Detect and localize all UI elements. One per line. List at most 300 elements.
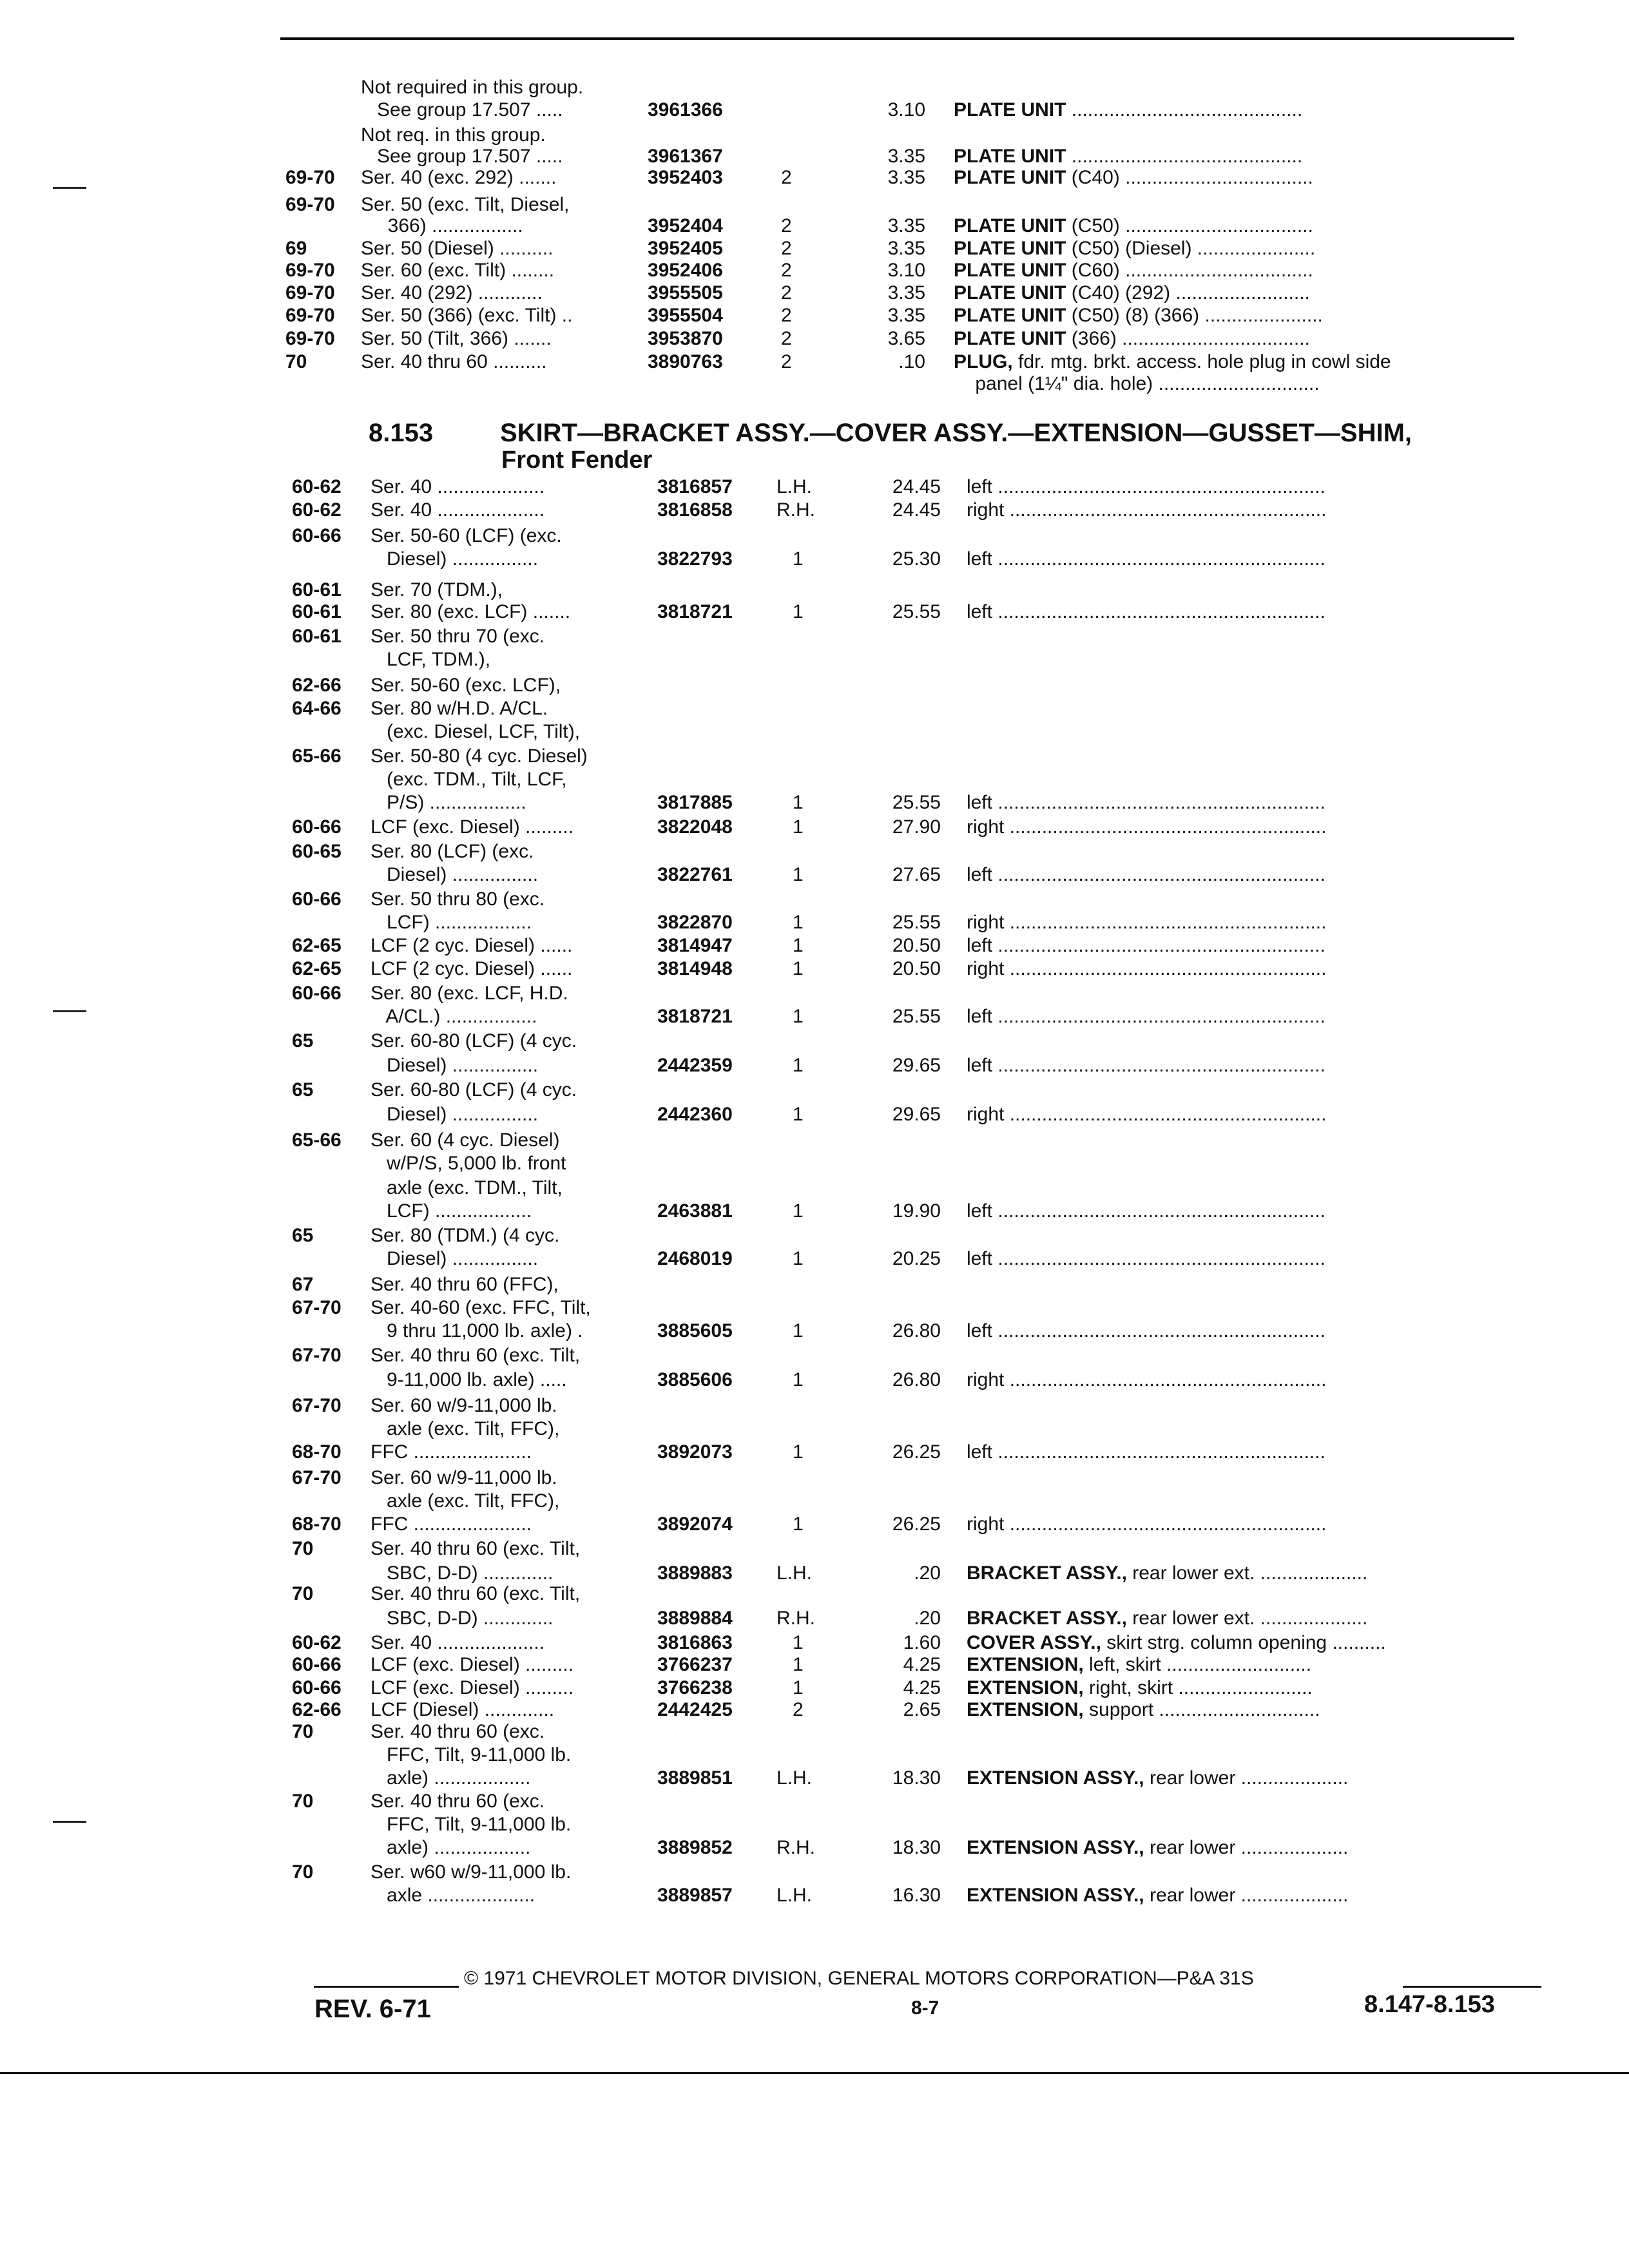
part-number-cell: 3952404 [648,215,723,236]
description-cell: axle (exc. Tilt, FFC), [371,1418,560,1439]
description-cell: Ser. 50-60 (LCF) (exc. [371,525,562,546]
description-cell: Ser. 50-60 (exc. LCF), [371,675,561,696]
part-description-cell: panel (1¼" dia. hole) .............................. [954,373,1320,394]
description-cell: Ser. 60-80 (LCF) (4 cyc. [371,1079,577,1100]
description-cell: Ser. 40 thru 60 (exc. Tilt, [371,1345,581,1366]
description-cell: Ser. 50 thru 80 (exc. [371,889,545,910]
part-number-cell: 3822793 [657,548,733,570]
price-cell: 3.35 [887,167,925,188]
year-cell: 67-70 [292,1345,342,1366]
description-cell: FFC ...................... [371,1441,532,1463]
part-name-cell: PLATE UNIT [954,328,1066,349]
description-cell: LCF, TDM.), [371,649,491,670]
price-cell: 25.30 [892,548,941,570]
part-description-cell: left ............................................................. [967,1441,1325,1463]
part-name-cell: PLATE UNIT [954,215,1066,236]
year-cell: 60-66 [292,1677,342,1698]
part-number-cell: 3892074 [657,1514,733,1535]
year-cell: 60-62 [292,1632,342,1653]
description-cell: FFC ...................... [371,1514,532,1535]
quantity-cell: 1 [793,816,804,838]
quantity-cell: 1 [793,1006,804,1027]
quantity-cell: 1 [793,1441,804,1463]
description-cell: 9 thru 11,000 lb. axle) . [371,1320,583,1341]
part-number-cell: 3889857 [657,1885,733,1906]
quantity-cell: 2 [781,167,792,188]
price-cell: 3.10 [887,260,925,281]
quantity-cell: 1 [793,935,804,956]
quantity-cell: 1 [793,1320,804,1341]
part-number-cell: 3814947 [657,935,733,956]
part-description-cell: rear lower .................... [1144,1837,1349,1858]
part-description-cell: left ............................................................. [967,1248,1325,1269]
price-cell: 2.65 [903,1699,941,1720]
part-number-cell: 3817885 [657,792,733,813]
side-cell: L.H. [776,1767,813,1789]
year-cell: 60-66 [292,983,342,1004]
part-description-cell: right ........................................................... [967,958,1327,979]
group-number: 8.153 [369,419,434,447]
year-cell: 60-66 [292,889,342,910]
price-cell: 26.25 [892,1514,941,1535]
quantity-cell: 1 [793,548,804,570]
description-cell: Ser. 40 (exc. 292) ....... [361,167,557,188]
quantity-cell: 1 [793,1369,804,1390]
quantity-cell: 1 [793,601,804,622]
description-cell: Ser. 50 (Tilt, 366) ....... [361,328,552,349]
description-cell: SBC, D-D) ............. [371,1608,554,1629]
part-name-cell: EXTENSION ASSY., [967,1837,1144,1858]
revision-label: REV. 6-71 [314,1995,431,2023]
price-cell: 24.45 [892,476,941,497]
year-cell: 60-66 [292,816,342,838]
description-cell: Ser. 60 w/9-11,000 lb. [371,1467,557,1488]
year-cell: 67-70 [292,1467,342,1488]
year-cell: 67-70 [292,1297,342,1318]
description-cell: Ser. 50 (exc. Tilt, Diesel, [361,194,570,215]
year-cell: 70 [292,1538,314,1559]
part-description-cell: ........................................... [1066,146,1303,167]
price-cell: 3.35 [887,305,925,326]
part-description-cell: left, skirt ........................... [1083,1654,1312,1675]
description-cell: Ser. 40 thru 60 (FFC), [371,1274,559,1295]
quantity-cell: 1 [793,792,804,813]
part-number-cell: 3822870 [657,912,733,933]
quantity-cell: 1 [793,1055,804,1076]
price-cell: 29.65 [892,1104,941,1125]
description-cell: LCF (Diesel) ............. [371,1699,555,1720]
quantity-cell: 1 [793,912,804,933]
description-cell: Diesel) ................ [371,864,539,885]
side-cell: R.H. [776,499,815,521]
side-cell: L.H. [776,476,813,497]
year-cell: 70 [292,1721,314,1742]
description-cell: axle (exc. TDM., Tilt, [371,1177,563,1198]
description-cell: FFC, Tilt, 9-11,000 lb. [371,1744,572,1765]
part-number-cell: 3885605 [657,1320,733,1341]
description-cell: Ser. 70 (TDM.), [371,579,503,601]
part-number-cell: 3816857 [657,476,733,497]
part-description-cell: left ............................................................. [967,864,1325,885]
part-number-cell: 3955504 [648,305,723,326]
description-cell: Ser. 50 (Diesel) .......... [361,238,554,259]
part-description-cell: left ............................................................. [967,1200,1325,1222]
description-cell: Ser. 40 thru 60 (exc. [371,1791,545,1812]
part-description-cell: right ........................................................... [967,499,1327,521]
quantity-cell: 2 [781,351,792,372]
year-cell: 60-65 [292,841,342,862]
part-name-cell: COVER ASSY., [967,1632,1101,1653]
description-cell: Ser. 50 (366) (exc. Tilt) .. [361,305,573,326]
side-cell: R.H. [776,1837,815,1858]
quantity-cell: 2 [781,215,792,236]
price-cell: 27.90 [892,816,941,838]
year-cell: 65 [292,1030,314,1052]
year-cell: 60-66 [292,1654,342,1675]
price-cell: 3.10 [887,99,925,120]
part-number-cell: 2463881 [657,1200,733,1222]
part-number-cell: 3818721 [657,1006,733,1027]
year-cell: 69 [285,238,307,259]
part-number-cell: 3889851 [657,1767,733,1789]
year-cell: 64-66 [292,698,342,719]
description-cell: Ser. 40 .................... [371,476,545,497]
binding-mark [53,1821,86,1823]
year-cell: 65 [292,1079,314,1100]
quantity-cell: 2 [781,260,792,281]
description-cell: Ser. 60 (exc. Tilt) ........ [361,260,555,281]
part-number-cell: 2442425 [657,1699,733,1720]
description-cell: Ser. 40 thru 60 (exc. Tilt, [371,1583,581,1604]
part-number-cell: 3889884 [657,1608,733,1629]
quantity-cell: 2 [781,238,792,259]
part-description-cell: support .............................. [1083,1699,1320,1720]
price-cell: 3.65 [887,328,925,349]
part-description-cell: rear lower .................... [1144,1885,1349,1906]
description-cell: 366) ................. [361,215,523,236]
description-cell: Ser. 80 (exc. LCF, H.D. [371,983,568,1004]
quantity-cell: 1 [793,864,804,885]
price-cell: 27.65 [892,864,941,885]
description-cell: Ser. 50 thru 70 (exc. [371,626,545,647]
price-cell: 26.80 [892,1369,941,1390]
bottom-rule [0,2072,1629,2074]
description-cell: Ser. 40 thru 60 (exc. Tilt, [371,1538,581,1559]
part-number-cell: 3822761 [657,864,733,885]
year-cell: 69-70 [285,282,335,303]
description-cell: See group 17.507 ..... [361,146,563,167]
quantity-cell: 2 [781,282,792,303]
year-cell: 60-61 [292,626,342,647]
year-cell: 70 [292,1861,314,1883]
part-number-cell: 3953870 [648,328,723,349]
price-cell: 3.35 [887,215,925,236]
part-number-cell: 3818721 [657,601,733,622]
description-cell: LCF (exc. Diesel) ......... [371,816,574,838]
part-description-cell: right ........................................................... [967,912,1327,933]
part-description-cell: (C50) ................................... [1066,215,1313,236]
price-cell: 3.35 [887,238,925,259]
price-cell: 18.30 [892,1837,941,1858]
binding-mark [53,187,86,189]
group-range: 8.147-8.153 [1364,1991,1495,2018]
quantity-cell: 2 [793,1699,804,1720]
top-rule [280,37,1514,40]
description-cell: Diesel) ................ [371,1055,539,1076]
part-description-cell: left ............................................................. [967,1055,1325,1076]
part-description-cell: skirt strg. column opening .......... [1101,1632,1386,1653]
price-cell: 29.65 [892,1055,941,1076]
price-cell: 3.35 [887,282,925,303]
part-number-cell: 3955505 [648,282,723,303]
description-cell: axle .................... [371,1885,535,1906]
footer-rule-left [314,1986,459,1988]
part-number-cell: 3961366 [648,99,723,120]
description-cell: LCF (2 cyc. Diesel) ...... [371,958,573,979]
year-cell: 70 [292,1583,314,1604]
description-cell: Ser. 60 (4 cyc. Diesel) [371,1129,560,1151]
part-description-cell: rear lower ext. .................... [1126,1608,1368,1629]
part-number-cell: 3889883 [657,1562,733,1584]
part-description-cell: rear lower ext. .................... [1126,1562,1368,1584]
part-description-cell: right ........................................................... [967,816,1327,838]
footer-rule-right [1403,1986,1541,1988]
part-name-cell: PLATE UNIT [954,305,1066,326]
description-cell: Ser. 60 w/9-11,000 lb. [371,1395,557,1416]
side-cell: R.H. [776,1608,815,1629]
description-cell: P/S) .................. [371,792,526,813]
year-cell: 62-65 [292,958,342,979]
quantity-cell: 2 [781,328,792,349]
part-name-cell: PLATE UNIT [954,146,1066,167]
part-number-cell: 3961367 [648,146,723,167]
description-cell: Ser. 60-80 (LCF) (4 cyc. [371,1030,577,1052]
price-cell: 20.50 [892,935,941,956]
part-name-cell: PLATE UNIT [954,282,1066,303]
part-number-cell: 2468019 [657,1248,733,1269]
price-cell: 26.80 [892,1320,941,1341]
part-description-cell: ........................................... [1066,99,1303,120]
description-cell: Not req. in this group. [361,124,546,146]
description-cell: Ser. 40 (292) ............ [361,282,543,303]
year-cell: 68-70 [292,1441,342,1463]
description-cell: FFC, Tilt, 9-11,000 lb. [371,1814,572,1835]
part-number-cell: 3814948 [657,958,733,979]
year-cell: 69-70 [285,260,335,281]
part-description-cell: fdr. mtg. brkt. access. hole plug in cowl side [1012,351,1391,372]
quantity-cell: 1 [793,1514,804,1535]
quantity-cell: 1 [793,958,804,979]
part-name-cell: EXTENSION ASSY., [967,1767,1144,1789]
part-description-cell: right ........................................................... [967,1104,1327,1125]
part-description-cell: left ............................................................. [967,792,1325,813]
part-number-cell: 3885606 [657,1369,733,1390]
description-cell: Ser. 40 thru 60 .......... [361,351,547,372]
year-cell: 68-70 [292,1514,342,1535]
price-cell: .20 [914,1608,941,1629]
price-cell: 20.50 [892,958,941,979]
year-cell: 67-70 [292,1395,342,1416]
part-description-cell: rear lower .................... [1144,1767,1349,1789]
part-number-cell: 3889852 [657,1837,733,1858]
part-number-cell: 3816858 [657,499,733,521]
part-name-cell: BRACKET ASSY., [967,1608,1127,1629]
description-cell: Ser. 80 (exc. LCF) ....... [371,601,571,622]
price-cell: 26.25 [892,1441,941,1463]
quantity-cell: 1 [793,1248,804,1269]
year-cell: 65 [292,1225,314,1246]
year-cell: 62-66 [292,1699,342,1720]
copyright-line: © 1971 CHEVROLET MOTOR DIVISION, GENERAL MOTORS CORPORATION—P&A 31S [464,1968,1254,1989]
part-name-cell: EXTENSION ASSY., [967,1885,1144,1906]
part-description-cell: left ............................................................. [967,1006,1325,1027]
price-cell: .10 [898,351,925,372]
part-description-cell: left ............................................................. [967,1320,1325,1341]
description-cell: (exc. Diesel, LCF, Tilt), [371,721,581,742]
quantity-cell: 1 [793,1104,804,1125]
description-cell: axle) .................. [371,1767,531,1789]
description-cell: axle) .................. [371,1837,531,1858]
description-cell: LCF (2 cyc. Diesel) ...... [371,935,573,956]
part-number-cell: 3766237 [657,1654,733,1675]
part-description-cell: left ............................................................. [967,548,1325,570]
year-cell: 60-62 [292,476,342,497]
part-number-cell: 2442359 [657,1055,733,1076]
year-cell: 70 [285,351,307,372]
description-cell: Ser. 40 .................... [371,499,545,521]
group-subtitle: Front Fender [501,447,653,474]
description-cell: axle (exc. Tilt, FFC), [371,1490,560,1512]
part-description-cell: left ............................................................. [967,601,1325,622]
description-cell: LCF) .................. [371,1200,532,1222]
price-cell: 3.35 [887,146,925,167]
part-name-cell: PLATE UNIT [954,167,1066,188]
part-name-cell: EXTENSION, [967,1677,1084,1698]
year-cell: 69-70 [285,305,335,326]
description-cell: w/P/S, 5,000 lb. front [371,1153,566,1174]
part-name-cell: PLATE UNIT [954,99,1066,120]
year-cell: 65-66 [292,745,342,767]
year-cell: 60-66 [292,525,342,546]
year-cell: 62-66 [292,675,342,696]
page-number: 8-7 [911,1997,940,2019]
description-cell: Ser. 50-80 (4 cyc. Diesel) [371,745,588,767]
part-description-cell: (C40) ................................... [1066,167,1313,188]
description-cell: Diesel) ................ [371,548,539,570]
description-cell: Ser. 80 (TDM.) (4 cyc. [371,1225,560,1246]
price-cell: 16.30 [892,1885,941,1906]
part-number-cell: 2442360 [657,1104,733,1125]
year-cell: 60-62 [292,499,342,521]
side-cell: L.H. [776,1562,813,1584]
price-cell: 25.55 [892,912,941,933]
part-description-cell: left ............................................................. [967,935,1325,956]
year-cell: 69-70 [285,167,335,188]
part-description-cell: (C60) ................................... [1066,260,1313,281]
quantity-cell: 2 [781,305,792,326]
description-cell: Ser. 40 thru 60 (exc. [371,1721,545,1742]
price-cell: .20 [914,1562,941,1584]
description-cell: Not required in this group. [361,77,584,98]
group-title: SKIRT—BRACKET ASSY.—COVER ASSY.—EXTENSION—GUSSET—SHIM, [500,419,1412,447]
price-cell: 4.25 [903,1654,941,1675]
description-cell: A/CL.) ................. [371,1006,537,1027]
description-cell: LCF) .................. [371,912,532,933]
price-cell: 19.90 [892,1200,941,1222]
part-name-cell: PLATE UNIT [954,260,1066,281]
part-description-cell: (C50) (8) (366) ...................... [1066,305,1323,326]
description-cell: Ser. 40-60 (exc. FFC, Tilt, [371,1297,591,1318]
part-name-cell: PLUG, [954,351,1013,372]
binding-mark [53,1010,86,1012]
description-cell: Ser. w60 w/9-11,000 lb. [371,1861,572,1883]
price-cell: 25.55 [892,792,941,813]
description-cell: See group 17.507 ..... [361,99,563,120]
part-description-cell: left ............................................................. [967,476,1325,497]
price-cell: 20.25 [892,1248,941,1269]
year-cell: 70 [292,1791,314,1812]
part-name-cell: EXTENSION, [967,1654,1084,1675]
part-number-cell: 3952405 [648,238,723,259]
part-number-cell: 3952403 [648,167,723,188]
part-number-cell: 3952406 [648,260,723,281]
description-cell: 9-11,000 lb. axle) ..... [371,1369,567,1390]
part-description-cell: right ........................................................... [967,1514,1327,1535]
part-name-cell: PLATE UNIT [954,238,1066,259]
year-cell: 65-66 [292,1129,342,1151]
part-description-cell: right ........................................................... [967,1369,1327,1390]
part-description-cell: right, skirt ......................... [1083,1677,1313,1698]
part-name-cell: EXTENSION, [967,1699,1084,1720]
price-cell: 1.60 [903,1632,941,1653]
part-name-cell: BRACKET ASSY., [967,1562,1127,1584]
quantity-cell: 1 [793,1632,804,1653]
description-cell: SBC, D-D) ............. [371,1562,554,1584]
year-cell: 69-70 [285,328,335,349]
price-cell: 25.55 [892,1006,941,1027]
quantity-cell: 1 [793,1677,804,1698]
quantity-cell: 1 [793,1200,804,1222]
part-description-cell: (C50) (Diesel) ...................... [1066,238,1316,259]
year-cell: 60-61 [292,601,342,622]
price-cell: 4.25 [903,1677,941,1698]
description-cell: Ser. 40 .................... [371,1632,545,1653]
year-cell: 67 [292,1274,314,1295]
part-number-cell: 3816863 [657,1632,733,1653]
part-number-cell: 3890763 [648,351,723,372]
part-description-cell: (366) ................................... [1066,328,1310,349]
description-cell: LCF (exc. Diesel) ......... [371,1677,574,1698]
price-cell: 24.45 [892,499,941,521]
quantity-cell: 1 [793,1654,804,1675]
part-number-cell: 3822048 [657,816,733,838]
description-cell: (exc. TDM., Tilt, LCF, [371,769,567,790]
description-cell: Ser. 80 w/H.D. A/CL. [371,698,548,719]
side-cell: L.H. [776,1885,813,1906]
description-cell: Ser. 80 (LCF) (exc. [371,841,534,862]
price-cell: 25.55 [892,601,941,622]
part-number-cell: 3766238 [657,1677,733,1698]
description-cell: LCF (exc. Diesel) ......... [371,1654,574,1675]
description-cell: Diesel) ................ [371,1248,539,1269]
part-number-cell: 3892073 [657,1441,733,1463]
year-cell: 69-70 [285,194,335,215]
year-cell: 60-61 [292,579,342,601]
price-cell: 18.30 [892,1767,941,1789]
description-cell: Diesel) ................ [371,1104,539,1125]
part-description-cell: (C40) (292) ......................... [1066,282,1310,303]
year-cell: 62-65 [292,935,342,956]
